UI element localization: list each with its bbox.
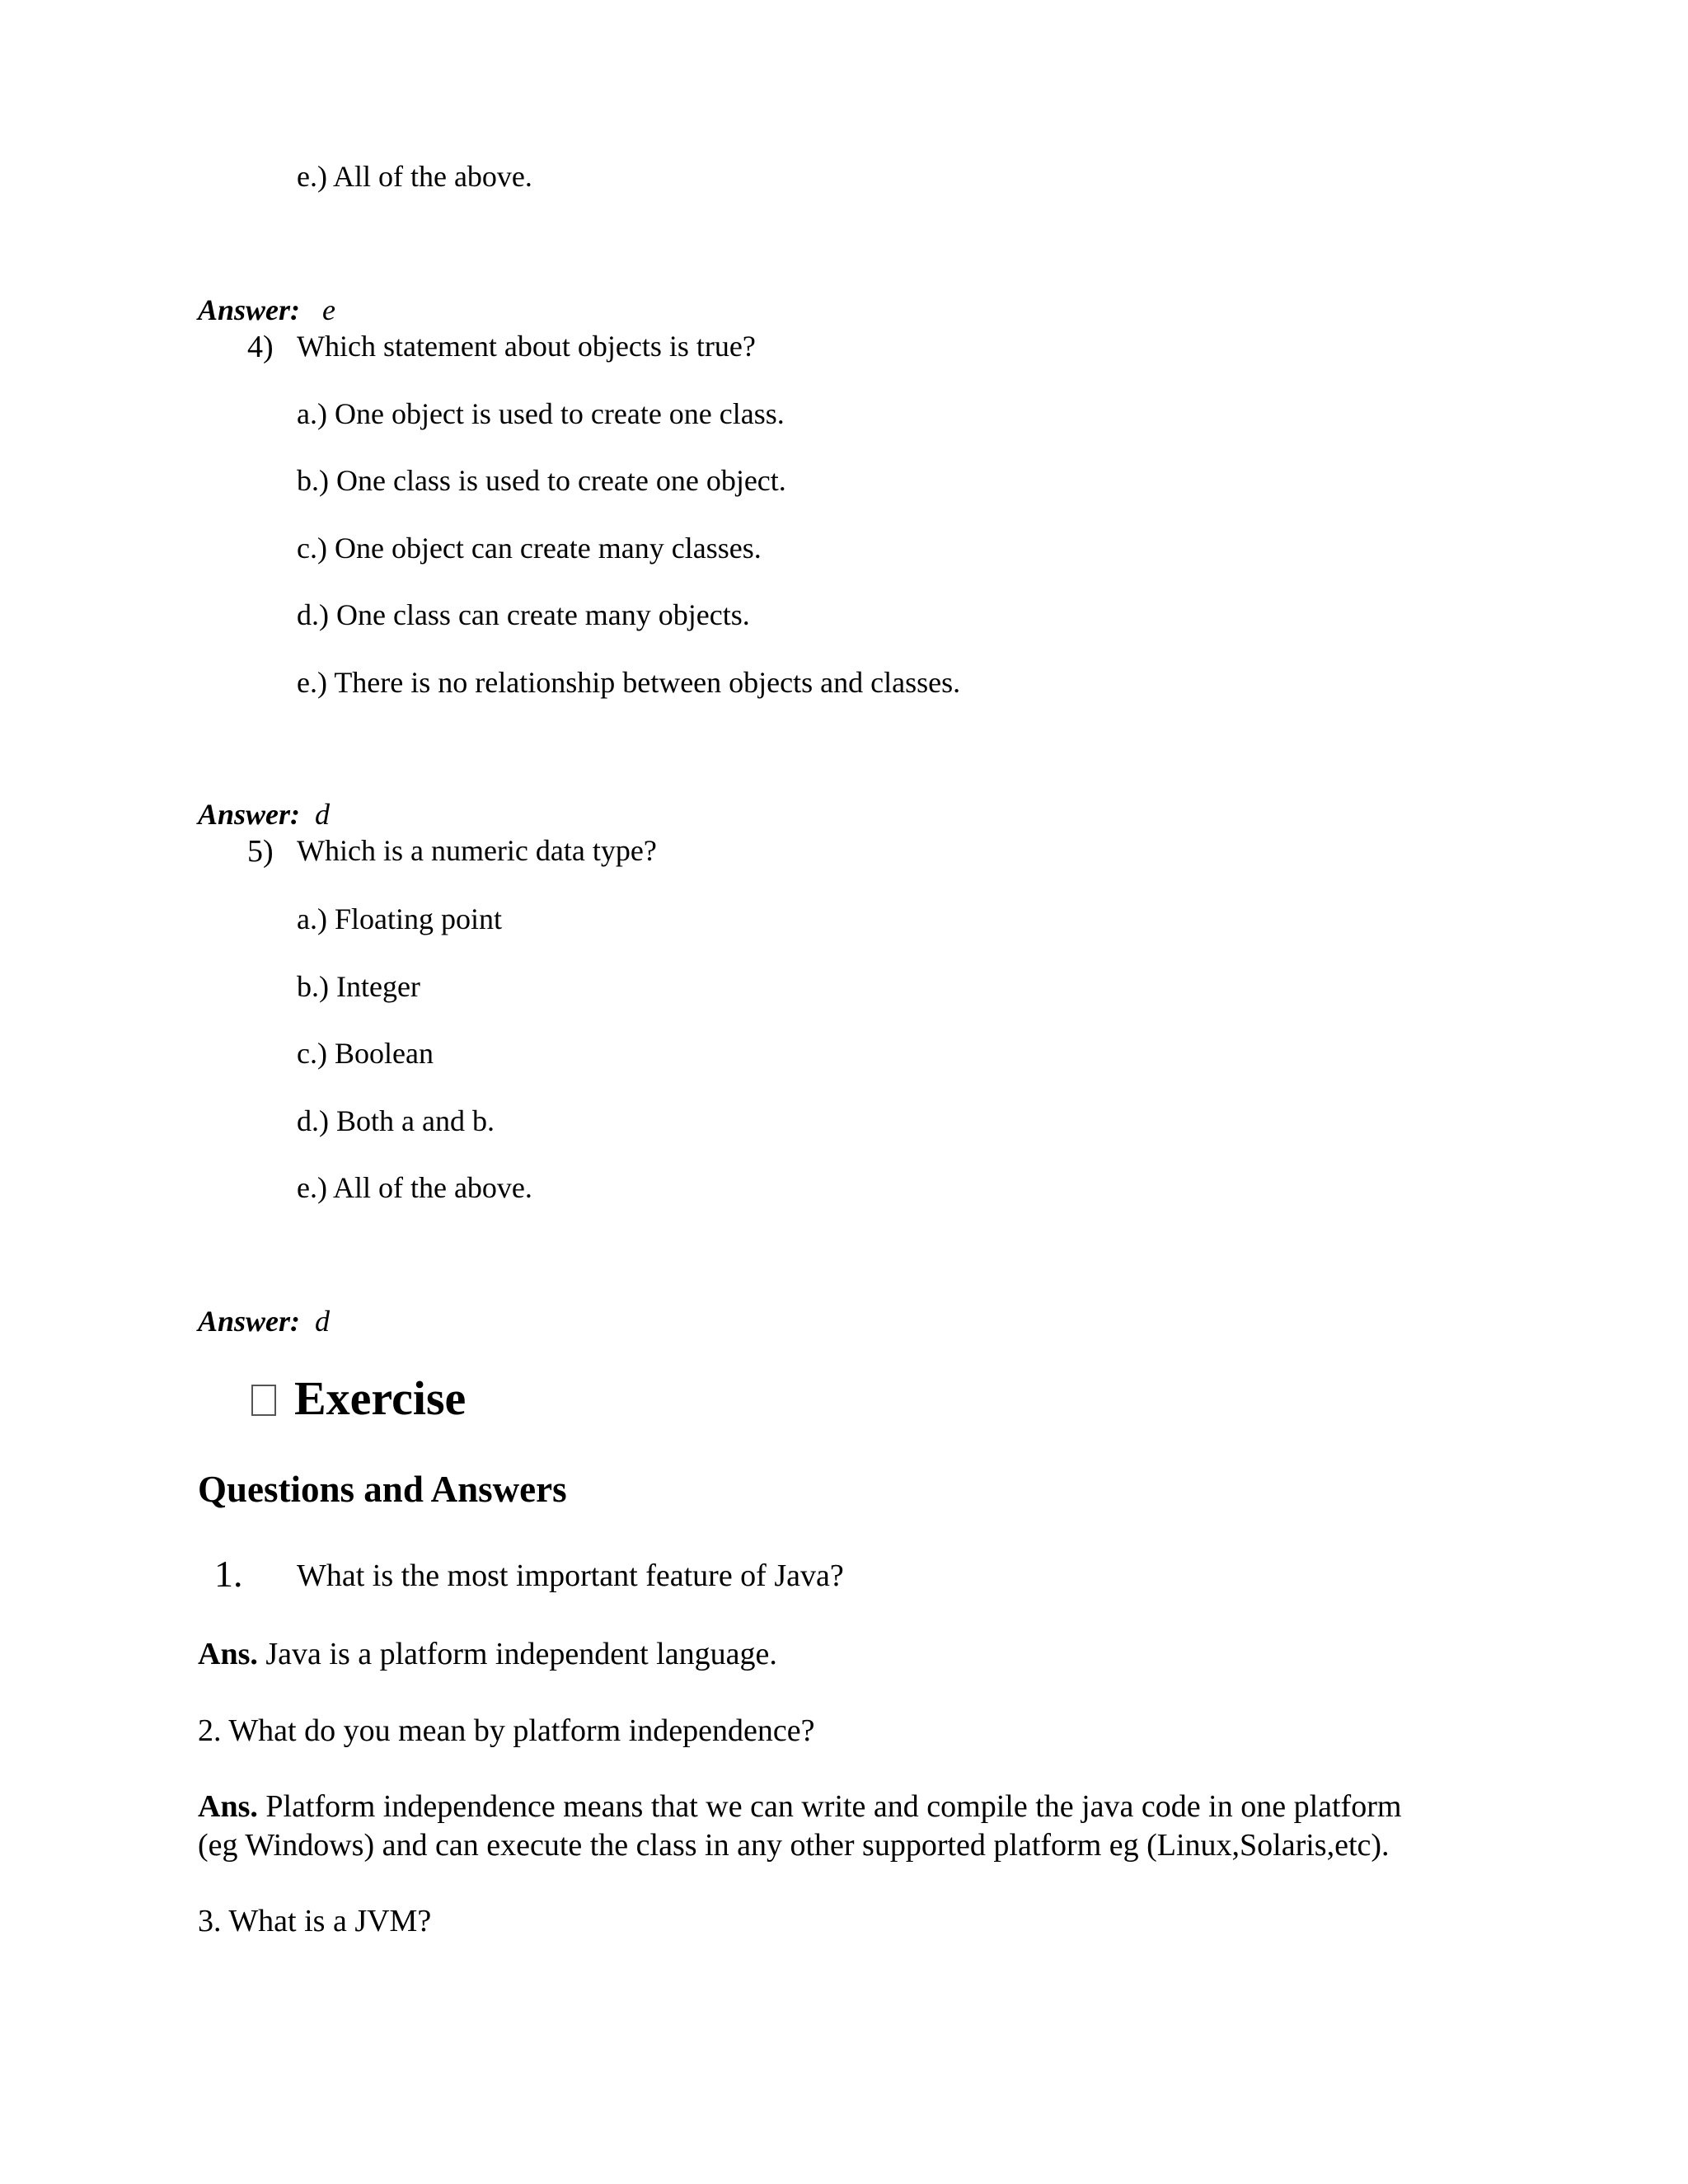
qa-question-2: 2. What do you mean by platform independence?: [198, 1713, 815, 1748]
q5-option-b: b.) Integer: [297, 970, 420, 1003]
qa-answer-2: [198, 1788, 1401, 1865]
q4-answer: [198, 799, 330, 829]
q3-answer: [198, 295, 335, 325]
q5-answer: [198, 1306, 330, 1336]
question-text: Which is a numeric data type?: [297, 834, 657, 867]
q4-option-e: e.) There is no relationship between objects and classes.: [297, 666, 961, 699]
qa-heading: Questions and Answers: [198, 1469, 567, 1510]
q5-option-e: e.) All of the above.: [297, 1171, 532, 1204]
q4-option-b: b.) One class is used to create one object.: [297, 464, 786, 497]
box-bullet-icon: [251, 1385, 276, 1416]
q3-option-e: e.) All of the above.: [297, 160, 532, 193]
exercise-title: Exercise: [294, 1371, 467, 1425]
answer-text: Java is a platform independent language.: [257, 1637, 777, 1671]
question-text: Which statement about objects is true?: [297, 330, 756, 363]
answer-value: d: [315, 798, 331, 831]
question-text: What is the most important feature of Java?: [297, 1558, 844, 1593]
q5-option-c: c.) Boolean: [297, 1037, 434, 1070]
q4-option-a: a.) One object is used to create one class.: [297, 397, 785, 430]
ans-label: Ans.: [198, 1789, 258, 1824]
question-number: 1.: [214, 1553, 243, 1595]
ans-label: Ans.: [198, 1637, 258, 1671]
answer-label: Answer:: [198, 1305, 301, 1338]
qa-answer-1: [198, 1635, 777, 1674]
q4-option-d: d.) One class can create many objects.: [297, 598, 750, 631]
exercise-heading: [251, 1371, 467, 1425]
question-number: 4): [247, 330, 274, 364]
q5-option-d: d.) Both a and b.: [297, 1104, 495, 1137]
question-number: 5): [247, 834, 274, 869]
answer-label: Answer:: [198, 798, 301, 831]
answer-text-line-1: Platform independence means that we can write and compile the java code in one platform: [257, 1789, 1402, 1824]
answer-value: e: [322, 293, 336, 326]
answer-label: Answer:: [198, 293, 301, 326]
qa-question-3: 3. What is a JVM?: [198, 1904, 432, 1938]
q4-option-c: c.) One object can create many classes.: [297, 532, 762, 565]
answer-text-line-2: (eg Windows) and can execute the class in any other supported platform eg (Linux,Solaris,etc).: [198, 1828, 1390, 1863]
q5-option-a: a.) Floating point: [297, 902, 502, 935]
answer-value: d: [315, 1305, 331, 1338]
